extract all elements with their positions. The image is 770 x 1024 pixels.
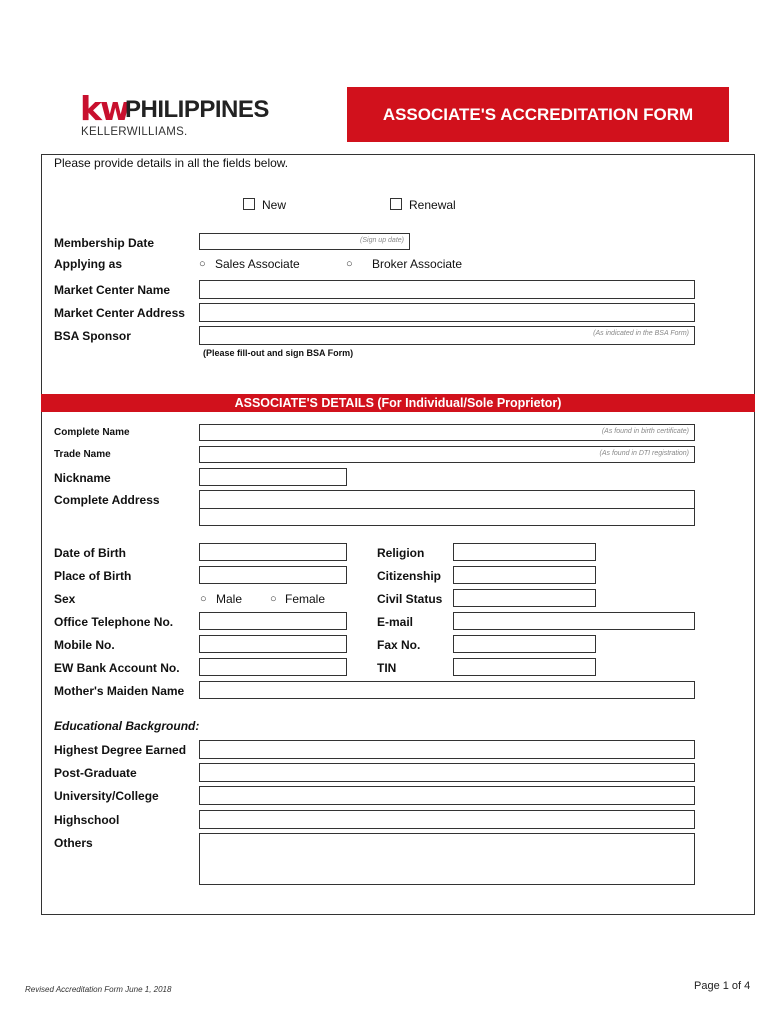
complete-address-field-2[interactable] (199, 508, 695, 526)
membership-date-field[interactable] (199, 233, 410, 250)
complete-name-field[interactable] (199, 424, 695, 441)
highest-degree-label: Highest Degree Earned (54, 743, 187, 757)
logo-kw: kw (80, 89, 129, 128)
fax-field[interactable] (453, 635, 596, 653)
sales-associate-label: Sales Associate (215, 257, 300, 271)
applying-as-label: Applying as (54, 257, 123, 271)
male-label: Male (216, 592, 243, 606)
trade-name-label: Trade Name (54, 449, 111, 460)
revision-note: Revised Accreditation Form June 1, 2018 (25, 985, 172, 994)
email-field[interactable] (453, 612, 695, 630)
citizenship-field[interactable] (453, 566, 596, 584)
post-graduate-field[interactable] (199, 763, 695, 782)
mothers-maiden-name-label: Mother's Maiden Name (54, 684, 185, 698)
civil-status-label: Civil Status (377, 592, 443, 606)
others-field[interactable] (199, 833, 695, 885)
broker-associate-label: Broker Associate (372, 257, 463, 271)
complete-address-label: Complete Address (54, 493, 160, 507)
form-title: ASSOCIATE'S ACCREDITATION FORM (347, 87, 729, 142)
bsa-note: (Please fill-out and sign BSA Form) (203, 348, 354, 358)
market-center-address-field[interactable] (199, 303, 695, 322)
bsa-sponsor-field[interactable] (199, 326, 695, 345)
ew-bank-account-label: EW Bank Account No. (54, 661, 180, 675)
date-of-birth-label: Date of Birth (54, 546, 126, 560)
complete-address-field-1[interactable] (199, 490, 695, 509)
tin-field[interactable] (453, 658, 596, 676)
highest-degree-field[interactable] (199, 740, 695, 759)
intro-text: Please provide details in all the fields below. (54, 156, 289, 170)
sales-associate-radio-icon[interactable]: ○ (199, 258, 206, 270)
date-of-birth-field[interactable] (199, 543, 347, 561)
page-number: Page 1 of 4 (694, 980, 751, 992)
bsa-sponsor-hint: (As indicated in the BSA Form) (593, 330, 689, 337)
office-telephone-label: Office Telephone No. (54, 615, 174, 629)
membership-date-label: Membership Date (54, 236, 155, 250)
trade-name-field[interactable] (199, 446, 695, 463)
bsa-sponsor-label: BSA Sponsor (54, 329, 131, 343)
mothers-maiden-name-field[interactable] (199, 681, 695, 699)
market-center-name-label: Market Center Name (54, 283, 171, 297)
citizenship-label: Citizenship (377, 569, 442, 583)
post-graduate-label: Post-Graduate (54, 766, 137, 780)
renewal-checkbox[interactable] (390, 198, 402, 210)
religion-field[interactable] (453, 543, 596, 561)
mobile-field[interactable] (199, 635, 347, 653)
female-radio-icon[interactable]: ○ (270, 593, 277, 605)
ew-bank-account-field[interactable] (199, 658, 347, 676)
new-checkbox[interactable] (243, 198, 255, 210)
highschool-field[interactable] (199, 810, 695, 829)
logo-brand: KELLERWILLIAMS. (81, 126, 188, 138)
sex-label: Sex (54, 592, 76, 606)
nickname-field[interactable] (199, 468, 347, 486)
others-label: Others (54, 836, 93, 850)
civil-status-field[interactable] (453, 589, 596, 607)
nickname-label: Nickname (54, 471, 111, 485)
university-field[interactable] (199, 786, 695, 805)
place-of-birth-label: Place of Birth (54, 569, 132, 583)
market-center-address-label: Market Center Address (54, 306, 185, 320)
female-label: Female (285, 592, 326, 606)
associate-details-header: ASSOCIATE'S DETAILS (For Individual/Sole Proprietor) (41, 394, 755, 412)
market-center-name-field[interactable] (199, 280, 695, 299)
male-radio-icon[interactable]: ○ (200, 593, 207, 605)
office-telephone-field[interactable] (199, 612, 347, 630)
email-label: E-mail (377, 615, 414, 629)
trade-name-hint: (As found in DTI registration) (599, 450, 689, 457)
complete-name-label: Complete Name (54, 427, 130, 438)
place-of-birth-field[interactable] (199, 566, 347, 584)
renewal-label: Renewal (409, 198, 456, 212)
logo-country: PHILIPPINES (125, 96, 269, 123)
new-label: New (262, 198, 287, 212)
broker-associate-radio-icon[interactable]: ○ (346, 258, 353, 270)
complete-name-hint: (As found in birth certificate) (601, 428, 689, 435)
religion-label: Religion (377, 546, 425, 560)
highschool-label: Highschool (54, 813, 120, 827)
fax-label: Fax No. (377, 638, 421, 652)
university-label: University/College (54, 789, 159, 803)
mobile-label: Mobile No. (54, 638, 115, 652)
tin-label: TIN (377, 661, 397, 675)
membership-date-hint: (Sign up date) (360, 237, 404, 244)
education-heading: Educational Background: (54, 719, 200, 733)
